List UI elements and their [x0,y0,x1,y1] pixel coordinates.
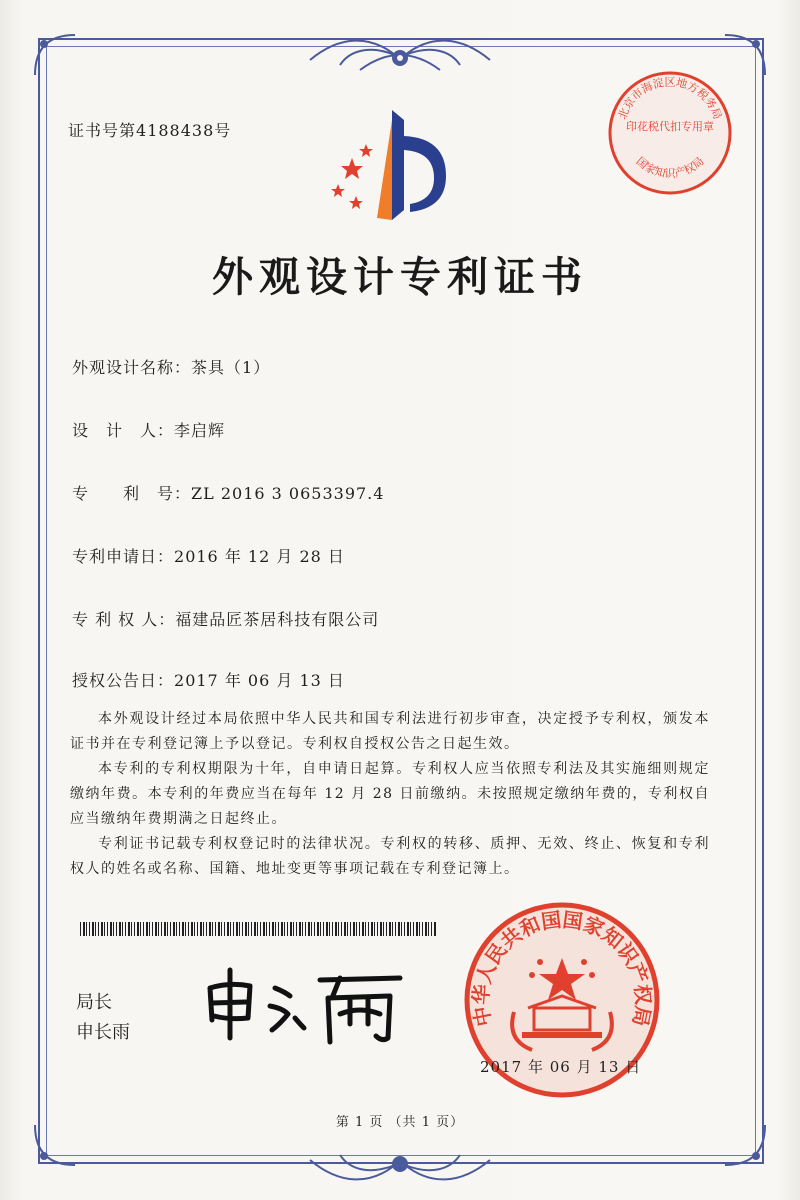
seal-text: 北京市海淀区地方税务局 [615,75,725,122]
certificate-number-suffix: 号 [214,121,232,140]
field-label: 专 利 权 人： [72,610,176,629]
tax-bureau-seal [605,68,735,198]
seal-bottom-text: 国家知识产权局 [633,154,707,181]
field-label: 授权公告日： [72,671,175,690]
director-title: 局长 [76,992,112,1013]
patent-office-emblem-icon [322,100,452,230]
certificate-number-value: 4188438 [136,121,215,140]
certificate-title: 外观设计专利证书 [212,253,588,301]
field-filing-date [72,544,345,567]
barcode [80,922,436,936]
corner-ornament-tl [30,30,80,80]
field-design-name [72,355,270,378]
field-value: 2017 年 06 月 13 日 [174,671,345,690]
field-label: 专利申请日： [72,547,175,566]
body-paragraph: 专利证书记载专利权登记时的法律状况。专利权的转移、质押、无效、终止、恢复和专利权人的姓名或名称、国籍、地址变更等事项记载在专利登记簿上。 [70,836,710,877]
field-value: ZL 2016 3 0653397.4 [191,484,385,503]
field-label: 外观设计名称： [72,358,192,377]
top-ornament [300,30,500,86]
field-value: 2016 年 12 月 28 日 [174,547,345,566]
field-designer [72,418,225,441]
field-label: 设 计 人： [72,421,175,440]
field-grant-date [72,668,345,691]
certificate-number [68,118,231,141]
field-value: 茶具（1） [191,358,271,377]
page-footer: 第 1 页 （共 1 页） [335,1115,465,1130]
certificate-number-label: 证书号第 [68,121,137,140]
bottom-ornament [300,1140,500,1190]
field-value: 李启辉 [174,421,226,440]
certificate-body [70,707,710,882]
field-patentee [72,607,379,630]
field-value: 福建品匠茶居科技有限公司 [175,610,380,629]
field-patent-number [72,481,384,504]
body-paragraph: 本专利的专利权期限为十年，自申请日起算。专利权人应当依照专利法及其实施细则规定缴纳年费。本专利的年费应当在每年 12 月 28 日前缴纳。未按照规定缴纳年费的，专利权自应当缴纳年费期满之日起终止。 [70,761,710,827]
director-name: 申长雨 [76,1022,130,1043]
field-label: 专 利 号： [72,484,192,503]
seal-text: 中华人民共和国国家知识产权局 [468,907,656,1029]
seal-center-text: 印花税代扣专用章 [626,120,714,133]
director-signature [200,958,410,1048]
issue-date: 2017 年 06 月 13 日 [480,1058,642,1076]
body-paragraph: 本外观设计经过本局依照中华人民共和国专利法进行初步审查，决定授予专利权，颁发本证书并在专利登记簿上予以登记。专利权自授权公告之日起生效。 [70,711,710,752]
